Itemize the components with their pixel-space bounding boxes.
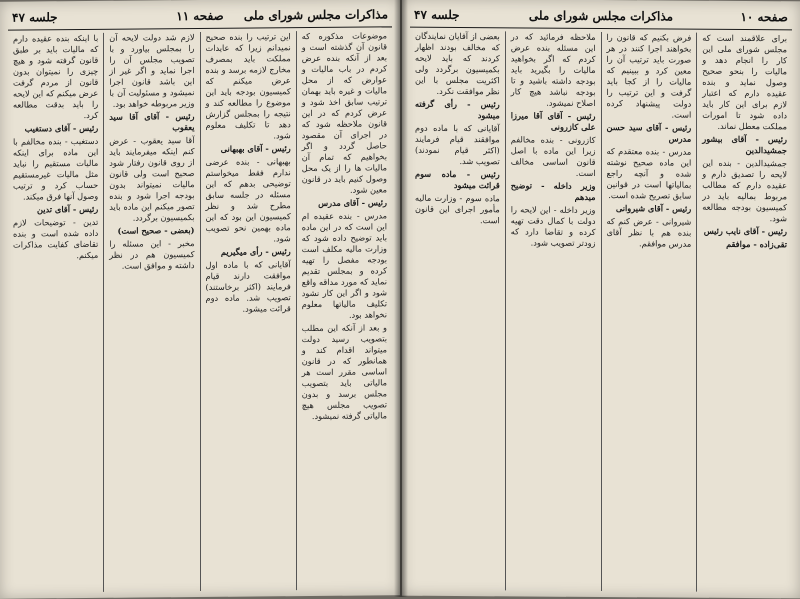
speaker-line: رئیس - آقای دستغیب [24,122,99,134]
right-column-2 [602,32,698,592]
body-paragraph: بعضی از آقایان نمایندگان که مخالف بودند اظهار کردند که باید لایحه بکمیسیون برگردد ولی اکثریت مجلس با این نظر موافقت نکرد. [415,30,500,97]
speaker-line: رئیس - آقای مدرس [318,197,387,208]
speaker-line: وزیر داخله - توضیح میدهم [510,180,596,202]
body-paragraph: برای علاقمند است که مجلس شورای ملی این کار را انجام دهد و مالیات را بنحو صحیح وصول نماید و بنده عقیده دارم که اعتبار لازم برای این کار باید داده شود تا امورات مملکت معطل نماند. [702,32,787,132]
body-paragraph: این ترتیب را بنده صحیح نمیدانم زیرا که عایدات مملکت باید بمصرف مخارج لازمه برسد و بنده عرض میکنم که کمیسیون بودجه باید این موضوع را مطالعه کند و نتیجه را بمجلس گزارش دهد تا تکلیف معلوم شود. [205,31,291,141]
left-header-session: جلسه ۴۷ [12,10,58,25]
right-header-title: مذاکرات مجلس شورای ملی [528,8,674,24]
speaker-line: رئیس - آقای بیشور جمشیدالدین [702,133,787,156]
right-column-3 [506,31,602,591]
body-paragraph: دستغیب - بنده مخالفم با این ماده برای اینکه مالیات مستقیم را نباید مثل مالیات غیرمستقیم حساب کرد و ترتیب وصول آنها فرق میکند. [13,135,99,202]
body-paragraph: تدین - توضیحات لازم داده شده است و بنده تقاضای کفایت مذاکرات میکنم. [13,216,99,261]
body-paragraph: لازم شد دولت لایحه آن را بمجلس بیاورد و با تصویب مجلس آن را اجرا نماید و اگر غیر از این باشد قانون اجرا نمیشود و مسئولیت آن با وزیر مربوطه خواهد بود. [109,32,195,109]
right-page [402,0,800,598]
body-paragraph: مدرس - بنده عقیده ام این است که در این ماده باید توضیح داده شود که وزارت مالیه مکلف است بودجه مفصل را تهیه کرده و بمجلس تقدیم نماید که مورد مداقه واقع شود و اگر این کار نشود تکلیف مالیاتها معلوم نخواهد بود. [301,210,387,320]
right-header-session: جلسه ۴۷ [414,7,460,23]
body-paragraph: با اینکه بنده عقیده دارم که مالیات باید بر طبق قانون گرفته شود و هیچ چیزی را نمیتوان بدون قانون از مردم گرفت عرض میکنم که این لایحه را باید بدقت مطالعه کرد. [13,32,99,121]
binding-gutter [394,0,408,597]
body-paragraph: آقایانی که با ماده دوم موافقند قیام فرمایند (اکثر قیام نمودند) تصویب شد. [415,122,500,167]
speaker-line: رئیس - آقای بهبهانی [220,143,291,154]
right-page-columns [410,31,792,593]
speaker-line: رئیس - آقای آقا سید یعقوب [109,111,195,133]
speaker-line: رئیس - ماده سوم قرائت میشود [415,168,500,191]
body-paragraph: شیروانی - عرض کنم که بنده هم با نظر آقای مدرس موافقم. [606,216,692,249]
speaker-line: رئیس - آقای نایب رئیس [703,225,787,237]
body-paragraph: و بعد از آنکه این مطلب بتصویب رسید دولت میتواند اقدام کند و همانطور که در قانون اساسی مقرر است هر مالیاتی باید بتصویب مجلس برسد و بدون تصویب مجلس هیچ مالیاتی گرفته نمیشود. [301,322,387,422]
body-paragraph: کازرونی - بنده مخالفم زیرا این ماده با اصل قانون اساسی مخالف است. [510,134,596,178]
body-paragraph: بهبهانی - بنده عرضی ندارم فقط میخواستم توضیحی بدهم که این مسئله در جلسه سابق مطرح شد و نظر کمیسیون این بود که این ماده بهمین نحو تصویب شود. [205,156,291,244]
left-column-3 [104,32,200,592]
body-paragraph: آقایانی که با ماده اول موافقت دارند قیام فرمایند (اکثر برخاستند) تصویب شد. ماده دوم قرائت میشود. [205,259,291,314]
body-paragraph: ملاحظه فرمائید که در این مسئله بنده عرض کردم که اگر بخواهید مالیات را بگیرید باید بودجه داشته باشید و تا بودجه نباشد هیچ کار اصلاح نمیشود. [510,31,596,108]
speaker-line: تقی‌زاده - موافقم [726,238,787,250]
left-column-4 [8,33,104,593]
body-paragraph: آقا سید یعقوب - عرض کنم اینکه میفرمایند باید از روی قانون رفتار شود صحیح است ولی قانون مالیات نمیتواند بدون بودجه اجرا شود و بنده تصور میکنم این ماده باید بکمیسیون برگردد. [109,135,195,223]
right-header-page-number: صفحه ۱۰ [740,9,788,25]
body-paragraph: ماده سوم - وزارت مالیه مأمور اجرای این قانون است. [415,192,500,226]
speaker-line: رئیس - آقای شیروانی [615,203,692,214]
speaker-line: رئیس - رأی گرفته میشود [415,98,500,121]
speaker-line: رئیس - رأی میگیریم [220,246,291,257]
body-paragraph: جمشیدالدین - بنده این لایحه را تصدیق دارم و عقیده دارم که مطالب مربوط بمالیه باید در کمیسیون بودجه مطالعه شود. [702,157,787,224]
left-column-1 [297,30,392,590]
body-paragraph: موضوعات مذکوره که قانون آن گذشته است و بعد از آنکه بنده عرض کردم در باب مالیات و عوارض که از محل مالیات و غیره باید بهمان ترتیب سابق اخذ شود و عرض کردم که در این قانون ملاحظه شود که در اجرای آن مقصود حاصل گردد و اگر بخواهیم که تمام آن مالیات ها را از یک محل وصول کنیم باید در قانون معین شود. [301,30,387,195]
speaker-line: رئیس - آقای تدین [36,203,99,215]
speaker-line: رئیس - آقای آقا میرزا علی کازرونی [510,110,596,132]
right-column-1 [697,33,792,593]
body-paragraph: وزیر داخله - این لایحه را دولت با کمال دقت تهیه کرده و تقاضا دارد که زودتر تصویب شود. [510,204,596,248]
speaker-line: (بعضی - صحیح است) [117,225,195,236]
body-paragraph: فرض بکنیم که قانون را بخواهند اجرا کنند در هر صورت باید ترتیب آن را معین کرد و ببینیم که مالیات را از کجا باید گرفت و این ترتیب را دولت پیشنهاد کرده است. [606,32,692,120]
body-paragraph: مدرس - بنده معتقدم که این ماده صحیح نوشته شده و آنچه راجع بمالیاتها است در قوانین سابق تصریح شده است. [606,146,692,201]
right-page-header [410,5,792,31]
left-page-columns [8,30,392,592]
left-header-title: مذاکرات مجلس شورای ملی [243,7,388,23]
right-column-4 [410,31,506,591]
speaker-line: رئیس - آقای سید حسن مدرس [606,122,692,144]
left-column-2 [201,31,297,591]
left-page-header [8,4,392,30]
body-paragraph: مخبر - این مسئله را کمیسیون هم در نظر داشته و موافق است. [109,238,195,271]
left-header-page-number: صفحه ۱۱ [176,8,224,24]
